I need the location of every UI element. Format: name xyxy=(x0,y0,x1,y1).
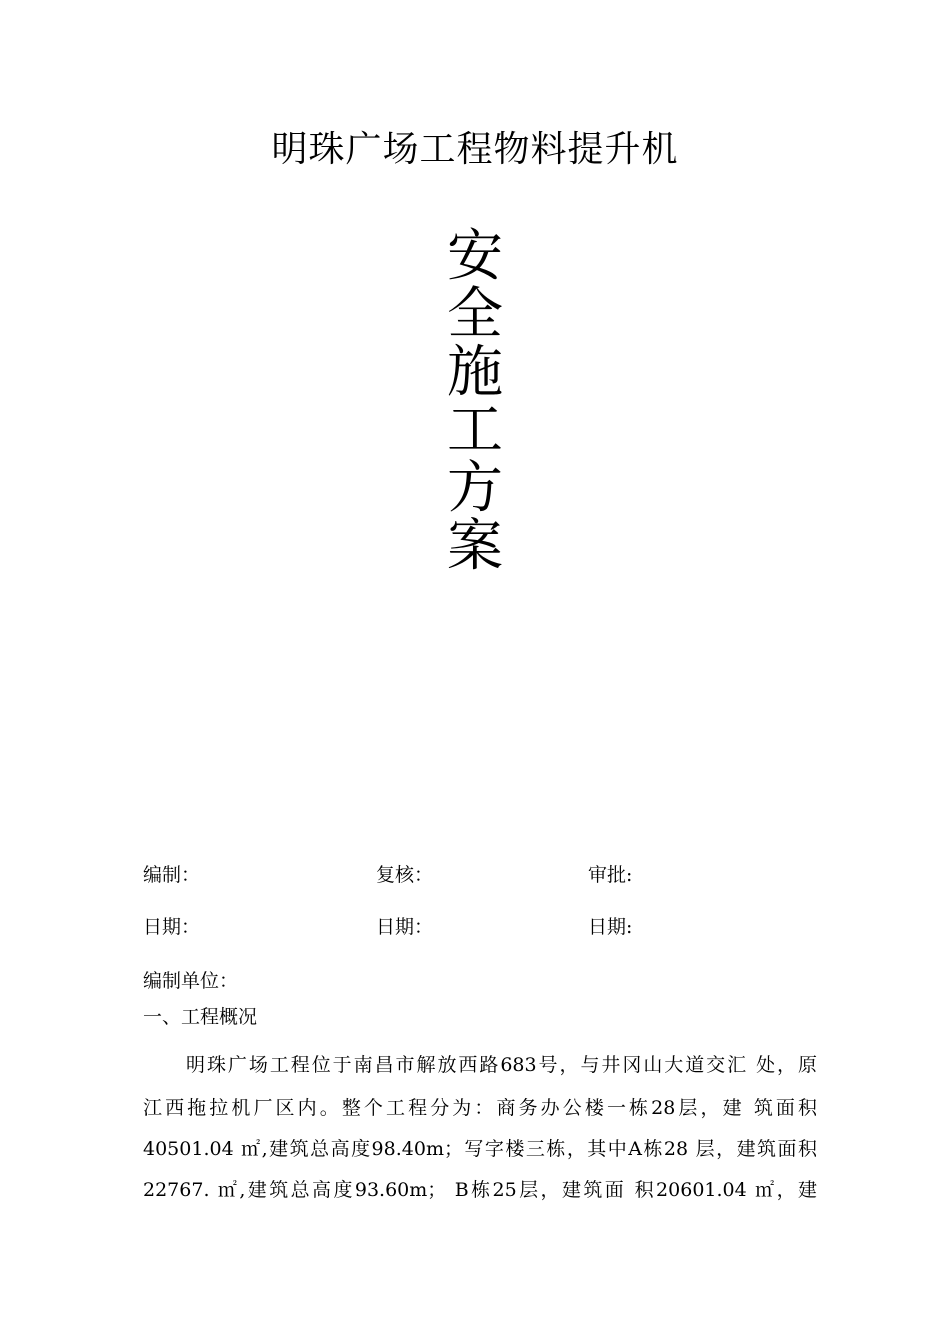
reviewed-by-label: 复核： xyxy=(376,864,434,886)
approved-date-label: 日期: xyxy=(588,916,633,938)
section-heading: 一、工程概况 xyxy=(143,1006,258,1028)
document-title: 明珠广场工程物料提升机 xyxy=(271,129,679,170)
approved-by-label: 审批: xyxy=(588,864,633,886)
subtitle-char: 全 xyxy=(447,282,503,347)
paragraph-line: 江西拖拉机厂区内。整个工程分为：商务办公楼一栋28层，建 筑面积 xyxy=(143,1097,817,1119)
paragraph-line: 40501.04 ㎡,建筑总高度98.40m；写字楼三栋，其中A栋28 层，建筑面积 xyxy=(143,1138,817,1160)
subtitle-char: 方 xyxy=(447,456,503,521)
paragraph-line: 明珠广场工程位于南昌市解放西路683号，与井冈山大道交汇 处，原 xyxy=(186,1054,817,1076)
compiled-by-label: 编制： xyxy=(143,864,201,886)
compiled-date-label: 日期： xyxy=(143,916,201,938)
subtitle-char: 安 xyxy=(447,224,503,289)
vertical-subtitle xyxy=(440,224,510,579)
subtitle-char: 案 xyxy=(447,514,503,579)
paragraph-line: 22767. ㎡,建筑总高度93.60m； B栋25层，建筑面 积20601.04 ㎡，建 xyxy=(143,1179,817,1201)
compiling-unit-label: 编制单位： xyxy=(143,970,239,992)
reviewed-date-label: 日期： xyxy=(376,916,434,938)
date-row xyxy=(0,912,950,942)
subtitle-char: 工 xyxy=(447,398,503,463)
subtitle-char: 施 xyxy=(447,340,503,405)
signature-row xyxy=(0,860,950,890)
